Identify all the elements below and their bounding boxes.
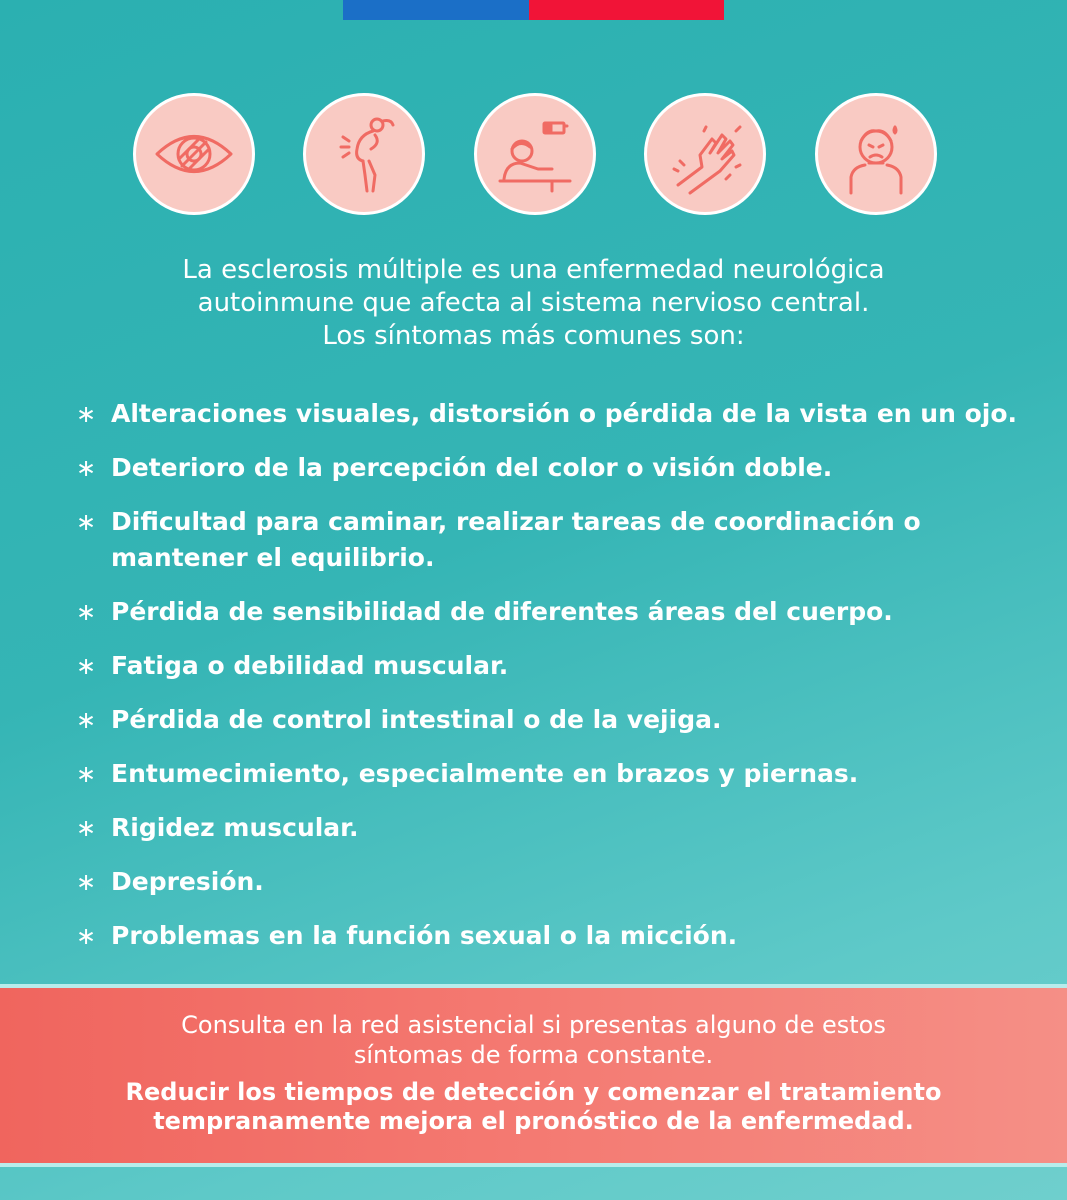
fatigue-icon (474, 93, 596, 215)
hand-numbness-icon (644, 93, 766, 215)
bullet-asterisk: ∗ (76, 454, 97, 482)
intro-line: Los síntomas más comunes son: (322, 321, 745, 351)
list-item (76, 648, 1036, 684)
flag-red-stripe (529, 0, 724, 20)
callout-text: síntomas de forma constante. (353, 1041, 714, 1069)
bullet-asterisk: ∗ (76, 868, 97, 896)
flag-blue-stripe (343, 0, 529, 20)
bullet-asterisk: ∗ (76, 814, 97, 842)
eye-icon (133, 93, 255, 215)
bullet-asterisk: ∗ (76, 400, 97, 428)
intro-line: La esclerosis múltiple es una enfermedad neurológica (182, 255, 885, 285)
symptom-text: Deterioro de la percepción del color o visión doble. (111, 453, 833, 482)
symptom-text: mantener el equilibrio. (111, 543, 435, 572)
symptom-text: Fatiga o debilidad muscular. (111, 651, 509, 680)
sad-person-icon (815, 93, 937, 215)
list-item (76, 702, 1036, 738)
intro-text (60, 254, 1007, 353)
callout-emphasis: Reducir los tiempos de detección y comenzar el tratamiento (125, 1078, 942, 1106)
symptom-icons-row (133, 93, 935, 215)
bullet-asterisk: ∗ (76, 652, 97, 680)
symptom-text: Alteraciones visuales, distorsión o pérdida de la vista en un ojo. (111, 399, 1018, 428)
list-item (76, 864, 1036, 900)
callout-text: Consulta en la red asistencial si presentas alguno de estos (181, 1011, 886, 1039)
list-item (76, 918, 1036, 954)
list-item (76, 396, 1036, 432)
symptom-text: Depresión. (111, 867, 264, 896)
bullet-asterisk: ∗ (76, 706, 97, 734)
intro-line: autoinmune que afecta al sistema nervioso central. (197, 288, 870, 318)
list-item (76, 450, 1036, 486)
callout-emphasis: tempranamente mejora el pronóstico de la enfermedad. (153, 1107, 914, 1135)
symptom-text: Pérdida de sensibilidad de diferentes áreas del cuerpo. (111, 597, 893, 626)
list-item (76, 810, 1036, 846)
bullet-asterisk: ∗ (76, 598, 97, 626)
list-item (76, 594, 1036, 630)
symptom-text: Pérdida de control intestinal o de la vejiga. (111, 705, 722, 734)
callout-banner (0, 984, 1067, 1167)
bullet-asterisk: ∗ (76, 922, 97, 950)
symptom-text: Rigidez muscular. (111, 813, 359, 842)
symptom-text: Problemas en la función sexual o la micción. (111, 921, 738, 950)
list-item (76, 504, 1036, 576)
symptom-list (76, 396, 1036, 954)
symptom-text: Dificultad para caminar, realizar tareas de coordinación o (111, 507, 921, 536)
symptom-text: Entumecimiento, especialmente en brazos y piernas. (111, 759, 859, 788)
back-pain-icon (303, 93, 425, 215)
bullet-asterisk: ∗ (76, 760, 97, 788)
list-item (76, 756, 1036, 792)
bullet-asterisk: ∗ (76, 508, 97, 536)
